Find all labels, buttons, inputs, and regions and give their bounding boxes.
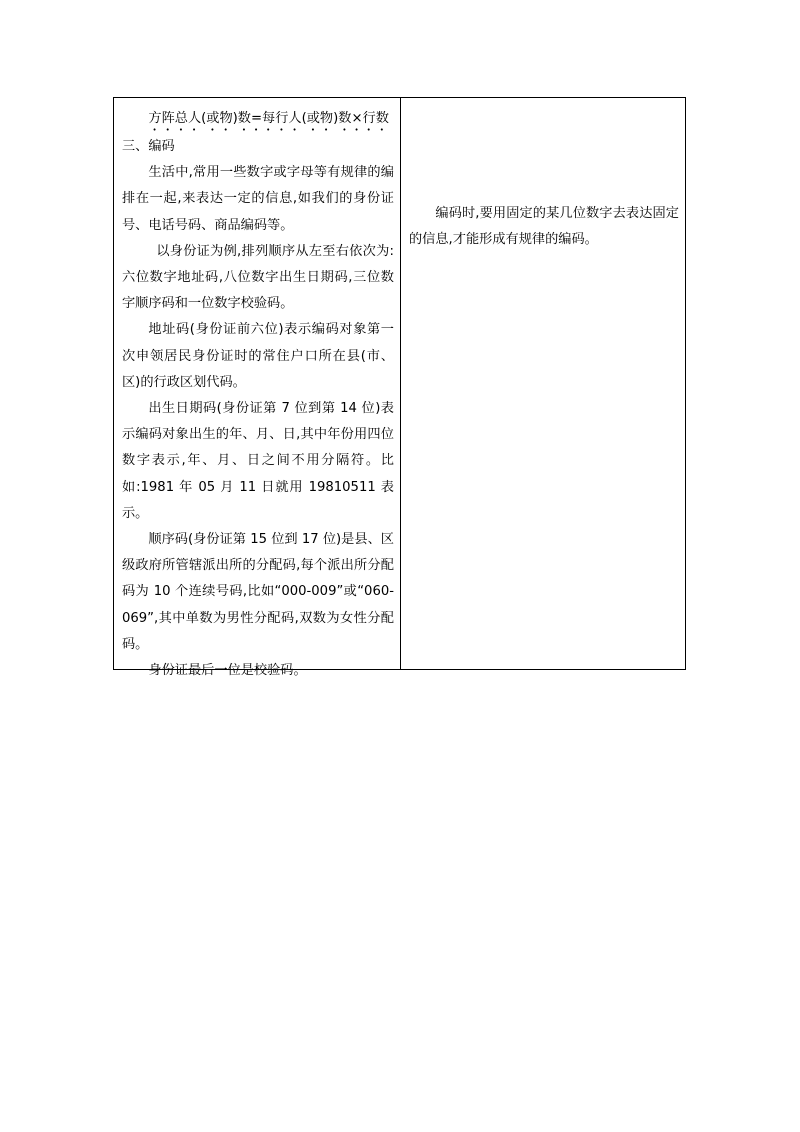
- content-table: [113, 97, 686, 679]
- id-structure-paragraph: 以身份证为例,排列顺序从左至右依次为:六位数字地址码,八位数字出生日期码,三位数字顺序码和一位数字校验码。: [122, 243, 394, 312]
- encoding-note: 编码时,要用固定的某几位数字去表达固定的信息,才能形成有规律的编码。: [409, 206, 679, 248]
- check-digit-paragraph: 身份证最后一位是校验码。: [148, 663, 307, 679]
- address-code-paragraph: 地址码(身份证前六位)表示编码对象第一次申领居民身份证时的常住户口所在县(市、区)的行政区划代码。: [122, 322, 394, 390]
- birth-date-code-paragraph: 出生日期码(身份证第 7 位到第 14 位)表示编码对象出生的年、月、日,其中年份用四位数字表示,年、月、日之间不用分隔符。比如:1981 年 05 月 11 日就用 19810511 表示。: [122, 401, 394, 521]
- intro-paragraph: 生活中,常用一些数字或字母等有规律的编排在一起,来表达一定的信息,如我们的身份证号、电话号码、商品编码等。: [122, 165, 394, 233]
- section-heading: 三、编码: [122, 139, 175, 154]
- formula-text: 方阵总人(或物)数=每行人(或物)数×行数: [148, 111, 389, 126]
- sequence-code-paragraph: 顺序码(身份证第 15 位到 17 位)是县、区级政府所管辖派出所的分配码,每个派出所分配码为 10 个连续号码,比如“000-009”或“060-069”,其中单数为男性分配码,双数为女性分配码。: [122, 532, 394, 652]
- right-column: [401, 98, 685, 669]
- left-column: [114, 98, 401, 679]
